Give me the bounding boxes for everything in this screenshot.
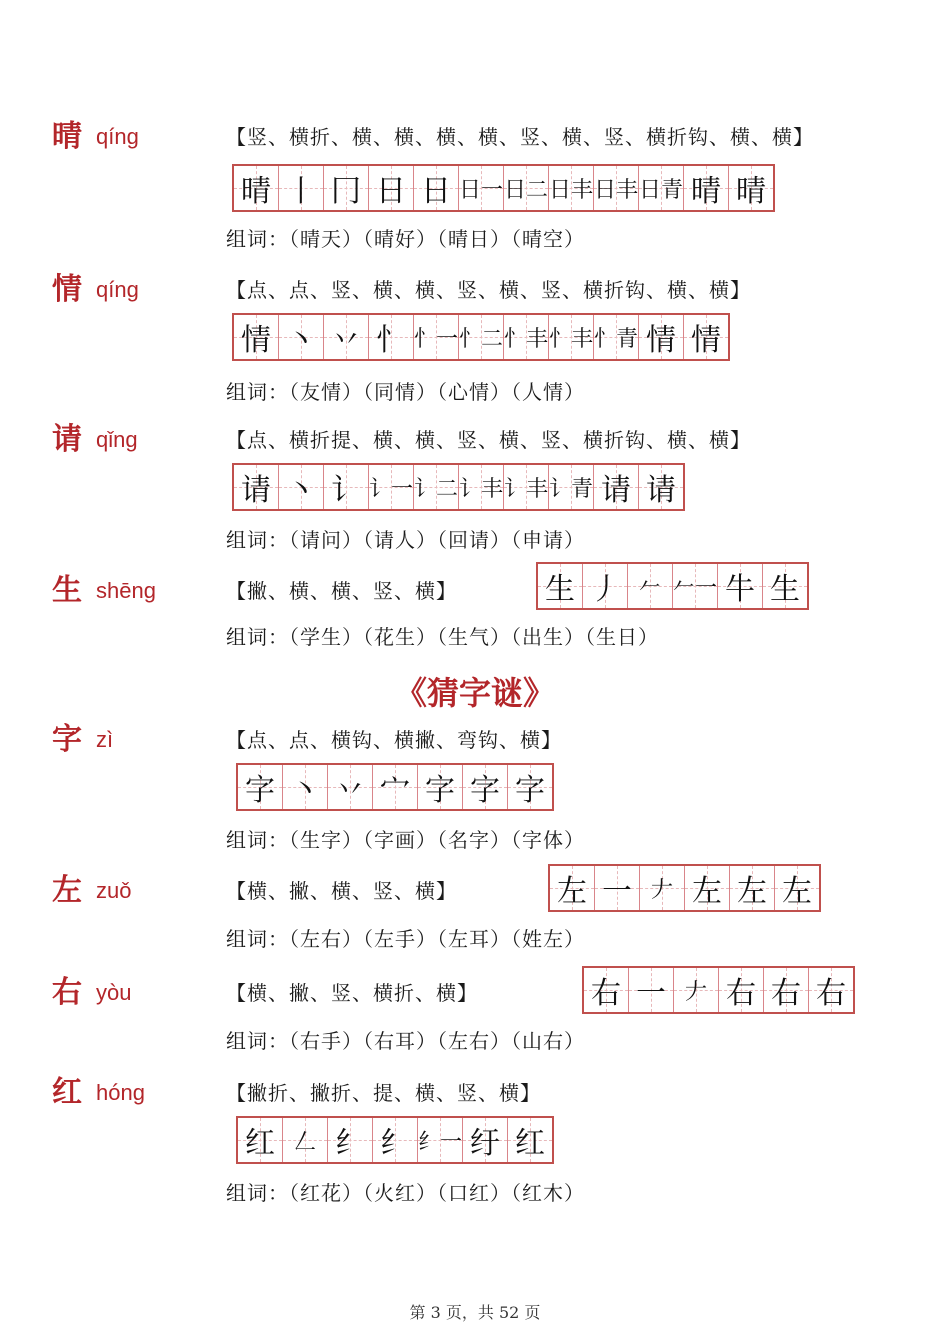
stroke-step: 丶: [286, 323, 316, 358]
stroke-order-list: 【点、横折提、横、横、竖、横、竖、横折钩、横、横】: [226, 428, 751, 452]
stroke-step: 右: [726, 976, 756, 1011]
stroke-cell: [684, 315, 728, 359]
stroke-step: 日丰: [549, 177, 594, 203]
word-examples: 组词：（学生）（花生）（生气）（出生）（生日）: [226, 625, 659, 649]
stroke-step: 红: [245, 1126, 275, 1161]
stroke-cell: [730, 866, 775, 910]
stroke-order-list: 【点、点、横钩、横撇、弯钩、横】: [226, 728, 562, 752]
stroke-step: 讠丰: [459, 476, 504, 502]
stroke-cell: [595, 866, 640, 910]
stroke-step: 牛: [725, 572, 755, 607]
stroke-cell: [234, 315, 279, 359]
entry-character: 晴: [52, 119, 82, 154]
stroke-cell: [719, 968, 764, 1012]
stroke-cell: [328, 765, 373, 809]
stroke-cell: [640, 866, 685, 910]
stroke-cell: [639, 315, 684, 359]
stroke-cell: [459, 315, 504, 359]
stroke-grid: [232, 313, 730, 361]
stroke-step: 讠二: [414, 476, 459, 502]
stroke-step: 左: [737, 874, 767, 909]
stroke-cell: [279, 166, 324, 210]
stroke-step: 忄: [376, 323, 406, 358]
stroke-step: 情: [691, 323, 721, 358]
stroke-step: 纟: [380, 1126, 410, 1161]
stroke-cell: [369, 315, 414, 359]
stroke-step: 丷: [335, 773, 365, 808]
stroke-step: 丿: [590, 572, 620, 607]
word-examples: 组词：（友情）（同情）（心情）（人情）: [226, 380, 585, 404]
stroke-cell: [629, 968, 674, 1012]
stroke-cell: [463, 1118, 508, 1162]
stroke-step: 晴: [736, 174, 766, 209]
stroke-step: 讠丰: [504, 476, 549, 502]
stroke-cell: [584, 968, 629, 1012]
stroke-cell: [373, 765, 418, 809]
stroke-cell: [639, 465, 683, 509]
stroke-cell: [459, 166, 504, 210]
stroke-order-list: 【撇、横、横、竖、横】: [226, 579, 457, 603]
stroke-cell: [729, 166, 773, 210]
stroke-grid: [582, 966, 855, 1014]
page-footer: 第 3 页，共 52 页: [409, 1303, 541, 1322]
stroke-step: 丷: [331, 323, 361, 358]
stroke-cell: [414, 315, 459, 359]
stroke-cell: [463, 765, 508, 809]
stroke-cell: [373, 1118, 418, 1162]
stroke-cell: [504, 465, 549, 509]
stroke-step: 红: [515, 1126, 545, 1161]
stroke-cell: [238, 1118, 283, 1162]
stroke-step: 日二: [504, 177, 549, 203]
stroke-step: 𠂉一: [673, 575, 718, 601]
entry-pinyin: hóng: [96, 1080, 145, 1105]
stroke-step: 情: [241, 323, 271, 358]
stroke-cell: [549, 465, 594, 509]
stroke-step: 晴: [691, 174, 721, 209]
stroke-cell: [324, 315, 369, 359]
stroke-step: 𠂇: [650, 877, 673, 903]
stroke-cell: [504, 166, 549, 210]
stroke-step: 字: [470, 773, 500, 808]
stroke-cell: [508, 765, 552, 809]
stroke-step: 左: [557, 874, 587, 909]
stroke-step: 请: [601, 473, 631, 508]
entry-pinyin: qǐng: [96, 427, 138, 452]
stroke-cell: [549, 166, 594, 210]
stroke-cell: [279, 315, 324, 359]
stroke-order-list: 【点、点、竖、横、横、竖、横、竖、横折钩、横、横】: [226, 278, 751, 302]
stroke-step: 讠青: [549, 476, 594, 502]
stroke-cell: [550, 866, 595, 910]
stroke-order-list: 【横、撇、横、竖、横】: [226, 879, 457, 903]
stroke-cell: [369, 166, 414, 210]
entry-pinyin: yòu: [96, 980, 132, 1005]
stroke-cell: [369, 465, 414, 509]
stroke-step: 晴: [241, 174, 271, 209]
stroke-cell: [324, 166, 369, 210]
stroke-cell: [549, 315, 594, 359]
stroke-cell: [775, 866, 819, 910]
stroke-step: 忄一: [414, 326, 459, 352]
stroke-step: 忄青: [594, 326, 639, 352]
stroke-step: 生: [770, 572, 800, 607]
stroke-cell: [718, 564, 763, 608]
stroke-grid: [236, 763, 554, 811]
stroke-step: 丶: [290, 773, 320, 808]
word-examples: 组词：（右手）（右耳）（左右）（山右）: [226, 1029, 585, 1053]
stroke-order-list: 【横、撇、竖、横折、横】: [226, 981, 478, 1005]
stroke-cell: [764, 968, 809, 1012]
entry-character: 情: [52, 272, 82, 307]
entry-pinyin: zì: [96, 727, 114, 752]
word-examples: 组词：（生字）（字画）（名字）（字体）: [226, 828, 585, 852]
stroke-step: 生: [545, 572, 575, 607]
stroke-step: 请: [241, 473, 271, 508]
stroke-cell: [328, 1118, 373, 1162]
entry-character: 红: [52, 1075, 82, 1110]
stroke-step: 左: [782, 874, 812, 909]
stroke-cell: [414, 166, 459, 210]
stroke-step: 𠂇: [684, 979, 707, 1005]
entry-character: 右: [52, 975, 82, 1010]
entry-pinyin: shēng: [96, 578, 156, 603]
stroke-step: 冂: [331, 174, 361, 209]
stroke-cell: [674, 968, 719, 1012]
stroke-step: 右: [771, 976, 801, 1011]
stroke-step: 情: [646, 323, 676, 358]
stroke-cell: [283, 1118, 328, 1162]
entry-character: 字: [52, 722, 82, 757]
stroke-step: 日青: [639, 177, 684, 203]
word-examples: 组词：（请问）（请人）（回请）（申请）: [226, 528, 585, 552]
stroke-step: 日丰: [594, 177, 639, 203]
stroke-step: 日: [421, 174, 451, 209]
section-title: 《猜字谜》: [394, 674, 555, 712]
stroke-cell: [414, 465, 459, 509]
stroke-cell: [508, 1118, 552, 1162]
stroke-order-list: 【撇折、撇折、提、横、竖、横】: [226, 1081, 541, 1105]
stroke-step: 丶: [286, 473, 316, 508]
stroke-grid: [236, 1116, 554, 1164]
stroke-step: 忄丰: [504, 326, 549, 352]
stroke-cell: [673, 564, 718, 608]
stroke-cell: [538, 564, 583, 608]
entry-character: 生: [52, 573, 82, 608]
stroke-step: 日: [376, 174, 406, 209]
stroke-step: 左: [692, 874, 722, 909]
stroke-cell: [809, 968, 853, 1012]
stroke-step: 一: [636, 976, 666, 1011]
stroke-cell: [418, 1118, 463, 1162]
stroke-grid: [548, 864, 821, 912]
entry-pinyin: zuǒ: [96, 878, 132, 903]
stroke-cell: [594, 465, 639, 509]
stroke-cell: [583, 564, 628, 608]
stroke-cell: [684, 166, 729, 210]
stroke-cell: [504, 315, 549, 359]
stroke-step: 字: [515, 773, 545, 808]
stroke-grid: [232, 463, 685, 511]
entry-pinyin: qíng: [96, 277, 139, 302]
stroke-step: 字: [425, 773, 455, 808]
word-examples: 组词：（红花）（火红）（口红）（红木）: [226, 1181, 585, 1205]
stroke-step: 日一: [459, 177, 504, 203]
stroke-cell: [594, 315, 639, 359]
stroke-cell: [324, 465, 369, 509]
stroke-step: 忄二: [459, 326, 504, 352]
stroke-step: 纟一: [418, 1129, 463, 1155]
entry-character: 左: [52, 873, 82, 908]
stroke-step: 𠃋: [293, 1129, 316, 1155]
stroke-grid: [232, 164, 775, 212]
stroke-step: 忄丰: [549, 326, 594, 352]
stroke-step: 一: [602, 874, 632, 909]
stroke-step: 请: [646, 473, 676, 508]
stroke-step: 右: [816, 976, 846, 1011]
stroke-step: 讠一: [369, 476, 414, 502]
stroke-cell: [763, 564, 807, 608]
stroke-cell: [279, 465, 324, 509]
stroke-cell: [418, 765, 463, 809]
stroke-step: 字: [245, 773, 275, 808]
stroke-step: 纡: [470, 1126, 500, 1161]
stroke-step: 宀: [380, 773, 410, 808]
stroke-cell: [459, 465, 504, 509]
stroke-cell: [639, 166, 684, 210]
stroke-cell: [283, 765, 328, 809]
word-examples: 组词：（晴天）（晴好）（晴日）（晴空）: [226, 227, 585, 251]
entry-pinyin: qíng: [96, 124, 139, 149]
stroke-cell: [238, 765, 283, 809]
stroke-cell: [628, 564, 673, 608]
stroke-step: 右: [591, 976, 621, 1011]
stroke-order-list: 【竖、横折、横、横、横、横、竖、横、竖、横折钩、横、横】: [226, 125, 814, 149]
stroke-cell: [234, 465, 279, 509]
entry-character: 请: [52, 422, 82, 457]
stroke-cell: [685, 866, 730, 910]
stroke-cell: [594, 166, 639, 210]
stroke-cell: [234, 166, 279, 210]
stroke-step: 丨: [286, 174, 316, 209]
word-examples: 组词：（左右）（左手）（左耳）（姓左）: [226, 927, 585, 951]
stroke-step: 纟: [335, 1126, 365, 1161]
stroke-step: 讠: [331, 473, 361, 508]
stroke-grid: [536, 562, 809, 610]
stroke-step: 𠂉: [638, 575, 661, 601]
